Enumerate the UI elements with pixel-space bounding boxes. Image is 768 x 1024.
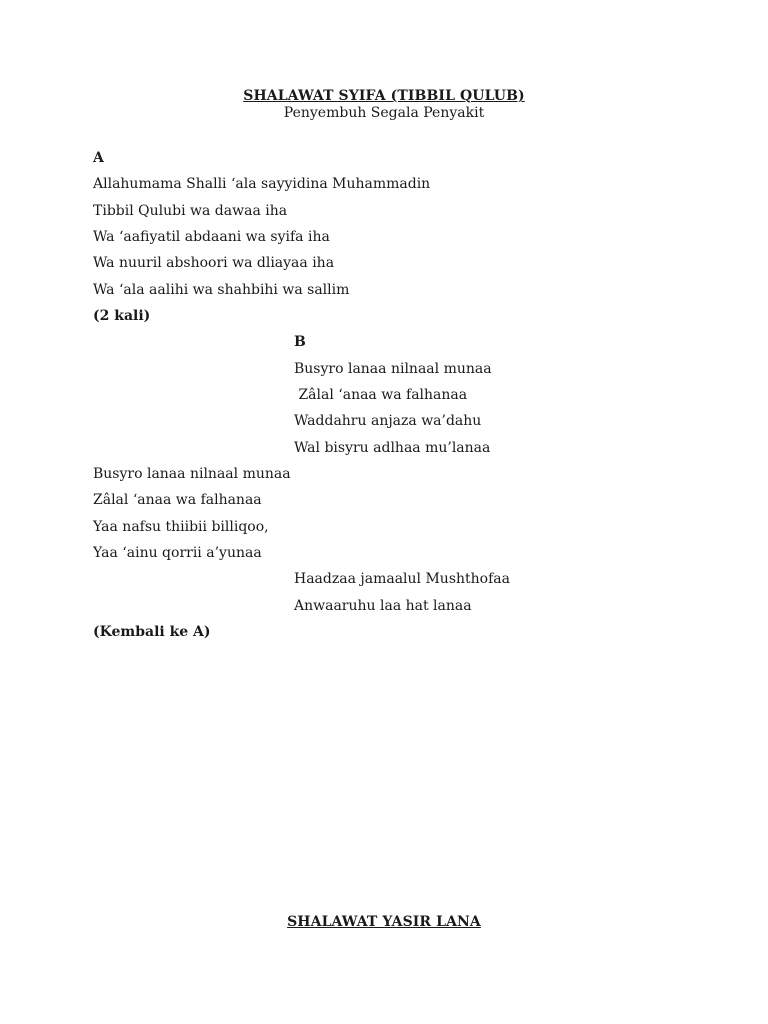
left-block-line: Yaa ‘ainu qorrii a’yunaa	[93, 545, 262, 561]
section-a-line: Wa ‘ala aalihi wa shahbihi wa sallim	[93, 282, 350, 298]
left-block-line: Zâlal ‘anaa wa falhanaa	[93, 492, 262, 508]
section-b-line: Busyro lanaa nilnaal munaa	[294, 361, 492, 377]
section-b-line: Zâlal ‘anaa wa falhanaa	[294, 387, 468, 403]
section-a-line: Wa nuuril abshoori wa dliayaa iha	[93, 255, 335, 271]
repeat-note: (2 kali)	[93, 308, 151, 324]
section-b-line: Wal bisyru adlhaa mu’lanaa	[294, 440, 491, 456]
document-subtitle: Penyembuh Segala Penyakit	[283, 105, 485, 121]
left-block-line: Busyro lanaa nilnaal munaa	[93, 466, 291, 482]
document-title: SHALAWAT SYIFA (TIBBIL QULUB)	[243, 88, 525, 104]
section-b-label: B	[294, 334, 306, 350]
right-block-line: Anwaaruhu laa hat lanaa	[294, 598, 472, 614]
right-block-line: Haadzaa jamaalul Mushthofaa	[294, 571, 510, 587]
section-a-line: Tibbil Qulubi wa dawaa iha	[93, 203, 288, 219]
left-block-line: Yaa nafsu thiibii billiqoo,	[93, 519, 269, 535]
section-a-line: Allahumama Shalli ‘ala sayyidina Muhammadin	[93, 176, 431, 192]
return-note: (Kembali ke A)	[93, 624, 211, 640]
section-b-line: Waddahru anjaza wa’dahu	[294, 413, 482, 429]
section-a-label: A	[93, 150, 104, 166]
section-a-line: Wa ‘aafiyatil abdaani wa syifa iha	[93, 229, 330, 245]
second-title: SHALAWAT YASIR LANA	[287, 914, 481, 930]
